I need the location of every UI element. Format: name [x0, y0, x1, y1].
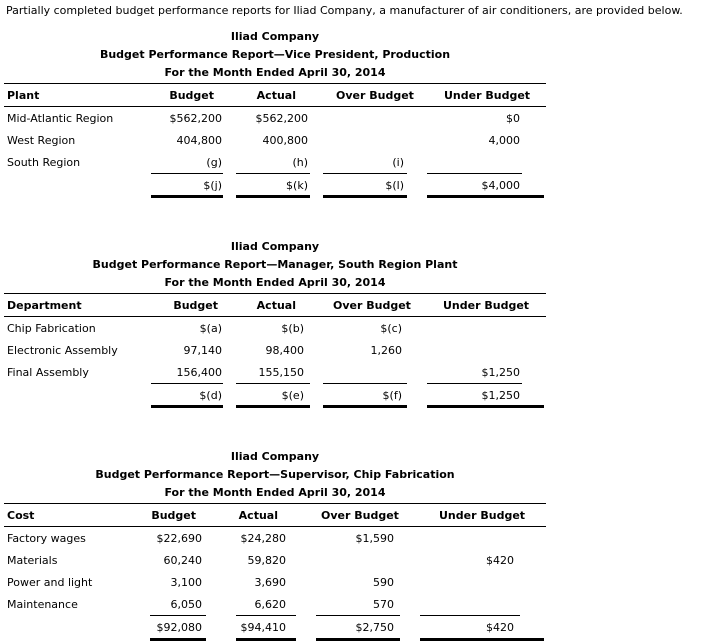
report3-row2-actual: 59,820 — [247, 554, 286, 567]
report3-total-budget: $92,080 — [156, 621, 202, 634]
report2-row3-actual: 155,150 — [258, 366, 304, 379]
report1-total-over: $(l) — [385, 179, 404, 192]
report3-total-actual: $94,410 — [240, 621, 286, 634]
report2-row2-actual: 98,400 — [265, 344, 304, 357]
report2-row1-over: $(c) — [380, 322, 402, 335]
report2-header-over: Over Budget — [333, 299, 411, 312]
report1-subtotal-rule-budget — [151, 173, 223, 174]
report3-header-actual: Actual — [238, 509, 278, 522]
report3-total-over: $2,750 — [355, 621, 394, 634]
report3-double-rule-actual — [236, 638, 296, 641]
report2-header-actual: Actual — [256, 299, 296, 312]
report1-row2-label: West Region — [7, 134, 76, 147]
report3-company: Iliad Company — [230, 450, 320, 463]
report3-header-under: Under Budget — [439, 509, 526, 522]
report1-title: Budget Performance Report—Vice President, Production — [99, 48, 451, 61]
report3-row4-budget: 6,050 — [170, 598, 202, 611]
report1-company: Iliad Company — [230, 30, 320, 43]
report2-row3-budget: 156,400 — [176, 366, 222, 379]
report3-row3-over: 590 — [373, 576, 394, 589]
report1-period: For the Month Ended April 30, 2014 — [164, 66, 386, 79]
report3-double-rule-over — [316, 638, 400, 641]
report3-title: Budget Performance Report—Supervisor, Chip Fabrication — [95, 468, 455, 481]
report1-row3-budget: (g) — [206, 156, 222, 169]
report1-row3-label: South Region — [7, 156, 81, 169]
report1-total-budget: $(j) — [203, 179, 222, 192]
report2-double-rule-budget — [151, 405, 223, 408]
report3-header-budget: Budget — [151, 509, 196, 522]
report1-row1-under: $0 — [506, 112, 520, 125]
report3-row1-budget: $22,690 — [156, 532, 202, 545]
report3-row3-label: Power and light — [7, 576, 93, 589]
report3-row4-over: 570 — [373, 598, 394, 611]
report2-top-rule — [4, 293, 546, 294]
report2-subtotal-rule-actual — [236, 383, 310, 384]
report2-row2-over: 1,260 — [370, 344, 402, 357]
report1-row2-actual: 400,800 — [262, 134, 308, 147]
report2-double-rule-under — [427, 405, 544, 408]
intro-text: Partially completed budget performance reports for Iliad Company, a manufacturer of air conditioners, are provided below. — [6, 4, 683, 17]
report1-header-budget: Budget — [169, 89, 214, 102]
report2-total-over: $(f) — [382, 389, 402, 402]
report1-row1-budget: $562,200 — [169, 112, 222, 125]
report1-header-over: Over Budget — [336, 89, 414, 102]
report2-row3-label: Final Assembly — [7, 366, 89, 379]
report3-header-rule — [4, 526, 546, 527]
report1-header-actual: Actual — [256, 89, 296, 102]
report2-header-department: Department — [7, 299, 82, 312]
report1-header-plant: Plant — [7, 89, 40, 102]
report3-row1-actual: $24,280 — [240, 532, 286, 545]
report3-row2-label: Materials — [7, 554, 58, 567]
report2-double-rule-actual — [236, 405, 310, 408]
report1-row1-actual: $562,200 — [255, 112, 308, 125]
report2-header-budget: Budget — [173, 299, 218, 312]
report2-subtotal-rule-over — [323, 383, 407, 384]
report1-header-rule — [4, 106, 546, 107]
report2-total-budget: $(d) — [199, 389, 222, 402]
report3-period: For the Month Ended April 30, 2014 — [164, 486, 386, 499]
report3-subtotal-rule-over — [316, 615, 400, 616]
report2-subtotal-rule-under — [427, 383, 522, 384]
report1-row3-over: (i) — [392, 156, 404, 169]
report3-header-cost: Cost — [7, 509, 35, 522]
report2-row1-label: Chip Fabrication — [7, 322, 96, 335]
report3-row2-under: $420 — [486, 554, 514, 567]
report2-total-under: $1,250 — [481, 389, 520, 402]
report2-header-under: Under Budget — [443, 299, 530, 312]
report1-header-under: Under Budget — [444, 89, 531, 102]
report3-row4-actual: 6,620 — [254, 598, 286, 611]
report1-double-rule-over — [323, 195, 407, 198]
report3-row1-over: $1,590 — [355, 532, 394, 545]
report3-row1-label: Factory wages — [7, 532, 86, 545]
report3-subtotal-rule-actual — [236, 615, 296, 616]
report2-subtotal-rule-budget — [151, 383, 223, 384]
report2-row1-budget: $(a) — [199, 322, 222, 335]
report1-row2-under: 4,000 — [488, 134, 520, 147]
report1-double-rule-budget — [151, 195, 223, 198]
report2-double-rule-over — [323, 405, 407, 408]
report1-double-rule-under — [427, 195, 544, 198]
report2-company: Iliad Company — [230, 240, 320, 253]
report3-double-rule-under — [420, 638, 544, 641]
report3-top-rule — [4, 503, 546, 504]
report3-subtotal-rule-budget — [150, 615, 206, 616]
report1-subtotal-rule-over — [323, 173, 407, 174]
report1-total-actual: $(k) — [286, 179, 308, 192]
report1-total-under: $4,000 — [481, 179, 520, 192]
report1-row1-label: Mid-Atlantic Region — [7, 112, 114, 125]
report3-row4-label: Maintenance — [7, 598, 78, 611]
report2-row1-actual: $(b) — [281, 322, 304, 335]
report2-row3-under: $1,250 — [481, 366, 520, 379]
report1-top-rule — [4, 83, 546, 84]
report1-row2-budget: 404,800 — [176, 134, 222, 147]
report1-double-rule-actual — [236, 195, 310, 198]
report2-header-rule — [4, 316, 546, 317]
report2-total-actual: $(e) — [281, 389, 304, 402]
report3-row3-budget: 3,100 — [170, 576, 202, 589]
report3-row3-actual: 3,690 — [254, 576, 286, 589]
report1-subtotal-rule-actual — [236, 173, 310, 174]
report2-row2-label: Electronic Assembly — [7, 344, 118, 357]
report3-total-under: $420 — [486, 621, 514, 634]
report1-row3-actual: (h) — [292, 156, 308, 169]
report2-row2-budget: 97,140 — [183, 344, 222, 357]
report3-double-rule-budget — [150, 638, 206, 641]
report3-row2-budget: 60,240 — [163, 554, 202, 567]
report3-header-over: Over Budget — [321, 509, 399, 522]
report3-subtotal-rule-under — [420, 615, 520, 616]
report2-title: Budget Performance Report—Manager, South Region Plant — [92, 258, 458, 271]
report2-period: For the Month Ended April 30, 2014 — [164, 276, 386, 289]
report1-subtotal-rule-under — [427, 173, 522, 174]
